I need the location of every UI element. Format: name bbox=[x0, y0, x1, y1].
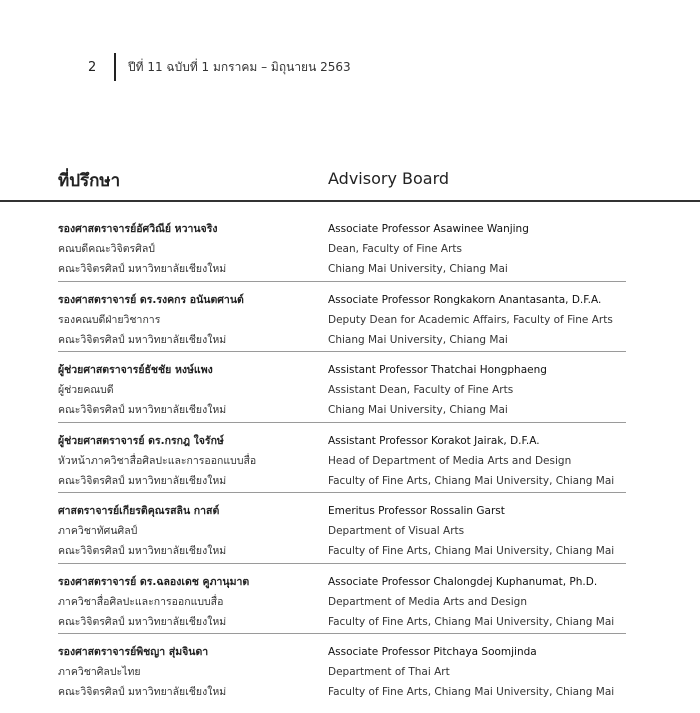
row-divider bbox=[58, 563, 626, 564]
member-affiliation-thai: คณะวิจิตรศิลป์ มหาวิทยาลัยเชียงใหม่ bbox=[58, 263, 227, 275]
member-position-english: Dean, Faculty of Fine Arts bbox=[328, 243, 463, 255]
member-position-english: Assistant Dean, Faculty of Fine Arts bbox=[328, 384, 514, 396]
member-entry bbox=[0, 501, 700, 572]
member-name-english: Assistant Professor Korakot Jairak, D.F.A. bbox=[328, 434, 540, 447]
member-position-english: Department of Media Arts and Design bbox=[328, 595, 527, 608]
member-position-thai: รองคณบดีฝ่ายวิชาการ bbox=[58, 313, 161, 326]
header-divider bbox=[114, 53, 116, 81]
member-english-column bbox=[328, 290, 628, 350]
member-entry bbox=[0, 219, 700, 290]
member-name-thai: ผู้ช่วยศาสตราจารย์ธัชชัย หงษ์แพง bbox=[58, 364, 213, 376]
member-position-english: Head of Department of Media Arts and Design bbox=[328, 454, 572, 467]
member-position-thai: ภาควิชาศิลปะไทย bbox=[58, 666, 141, 678]
member-affiliation-thai: คณะวิจิตรศิลป์ มหาวิทยาลัยเชียงใหม่ bbox=[58, 404, 227, 416]
member-affiliation-thai: คณะวิจิตรศิลป์ มหาวิทยาลัยเชียงใหม่ bbox=[58, 333, 227, 346]
member-name-thai: รองศาสตราจารย์อัศวิณีย์ หวานจริง bbox=[58, 223, 218, 235]
page-number: 2 bbox=[88, 59, 97, 75]
row-divider bbox=[58, 422, 626, 423]
member-english-column bbox=[328, 572, 628, 632]
member-position-thai: ผู้ช่วยคณบดี bbox=[58, 384, 114, 396]
member-affiliation-english: Faculty of Fine Arts, Chiang Mai University, Chiang Mai bbox=[328, 474, 615, 487]
member-affiliation-english: Chiang Mai University, Chiang Mai bbox=[328, 333, 508, 346]
member-affiliation-english: Faculty of Fine Arts, Chiang Mai University, Chiang Mai bbox=[328, 686, 615, 698]
member-english-column bbox=[328, 219, 628, 279]
row-divider bbox=[58, 351, 626, 352]
member-entry bbox=[0, 360, 700, 431]
row-divider bbox=[58, 492, 626, 493]
member-english-column bbox=[328, 431, 628, 491]
member-name-thai: ผู้ช่วยศาสตราจารย์ ดร.กรกฎ ใจรักษ์ bbox=[58, 434, 224, 447]
issue-text: ปีที่ 11 ฉบับที่ 1 มกราคม – มิถุนายน 2563 bbox=[128, 59, 351, 74]
member-name-english: Associate Professor Rongkakorn Anantasanta, D.F.A. bbox=[328, 293, 602, 306]
member-entry bbox=[0, 290, 700, 361]
row-divider bbox=[58, 633, 626, 634]
member-thai-column bbox=[58, 360, 318, 420]
advisory-board-list bbox=[0, 219, 700, 713]
row-divider bbox=[58, 281, 626, 282]
member-english-column bbox=[328, 360, 628, 420]
member-position-thai: ภาควิชาทัศนศิลป์ bbox=[58, 525, 138, 537]
member-thai-column bbox=[58, 219, 318, 279]
member-position-thai: คณบดีคณะวิจิตรศิลป์ bbox=[58, 243, 155, 255]
member-name-thai: รองศาสตราจารย์พิชญา สุ่มจินดา bbox=[58, 646, 209, 658]
member-name-thai: รองศาสตราจารย์ ดร.ฉลองเดช คูภานุมาต bbox=[58, 575, 250, 588]
member-affiliation-english: Faculty of Fine Arts, Chiang Mai University, Chiang Mai bbox=[328, 545, 615, 557]
member-affiliation-english: Faculty of Fine Arts, Chiang Mai University, Chiang Mai bbox=[328, 615, 615, 628]
member-affiliation-thai: คณะวิจิตรศิลป์ มหาวิทยาลัยเชียงใหม่ bbox=[58, 474, 227, 487]
member-name-english: Assistant Professor Thatchai Hongphaeng bbox=[328, 364, 547, 376]
section-titles bbox=[0, 167, 700, 195]
member-name-thai: ศาสตราจารย์เกียรติคุณรสลิน กาสต์ bbox=[58, 505, 220, 517]
member-entry bbox=[0, 572, 700, 643]
member-affiliation-english: Chiang Mai University, Chiang Mai bbox=[328, 263, 508, 275]
member-name-english: Associate Professor Asawinee Wanjing bbox=[328, 223, 529, 235]
member-affiliation-english: Chiang Mai University, Chiang Mai bbox=[328, 404, 508, 416]
member-name-thai: รองศาสตราจารย์ ดร.รงคกร อนันตศานต์ bbox=[58, 293, 244, 306]
member-position-english: Department of Thai Art bbox=[328, 666, 450, 678]
member-english-column bbox=[328, 642, 628, 702]
member-affiliation-thai: คณะวิจิตรศิลป์ มหาวิทยาลัยเชียงใหม่ bbox=[58, 615, 227, 628]
member-thai-column bbox=[58, 642, 318, 702]
section-title-thai: ที่ปรึกษา bbox=[58, 171, 121, 191]
member-entry bbox=[0, 642, 700, 713]
member-position-english: Department of Visual Arts bbox=[328, 525, 465, 537]
member-name-english: Associate Professor Chalongdej Kuphanumat, Ph.D. bbox=[328, 575, 598, 588]
member-thai-column bbox=[58, 572, 318, 632]
member-thai-column bbox=[58, 431, 318, 491]
title-rule bbox=[0, 200, 700, 202]
section-title-english: Advisory Board bbox=[328, 169, 450, 188]
member-entry bbox=[0, 431, 700, 502]
member-thai-column bbox=[58, 290, 318, 350]
member-position-thai: หัวหน้าภาควิชาสื่อศิลปะและการออกแบบสื่อ bbox=[58, 454, 257, 467]
member-name-english: Emeritus Professor Rossalin Garst bbox=[328, 505, 505, 517]
member-name-english: Associate Professor Pitchaya Soomjinda bbox=[328, 646, 537, 658]
member-english-column bbox=[328, 501, 628, 561]
member-thai-column bbox=[58, 501, 318, 561]
member-affiliation-thai: คณะวิจิตรศิลป์ มหาวิทยาลัยเชียงใหม่ bbox=[58, 686, 227, 698]
member-position-thai: ภาควิชาสื่อศิลปะและการออกแบบสื่อ bbox=[58, 595, 224, 608]
member-position-english: Deputy Dean for Academic Affairs, Faculty of Fine Arts bbox=[328, 313, 613, 326]
running-header bbox=[88, 52, 351, 82]
member-affiliation-thai: คณะวิจิตรศิลป์ มหาวิทยาลัยเชียงใหม่ bbox=[58, 545, 227, 557]
